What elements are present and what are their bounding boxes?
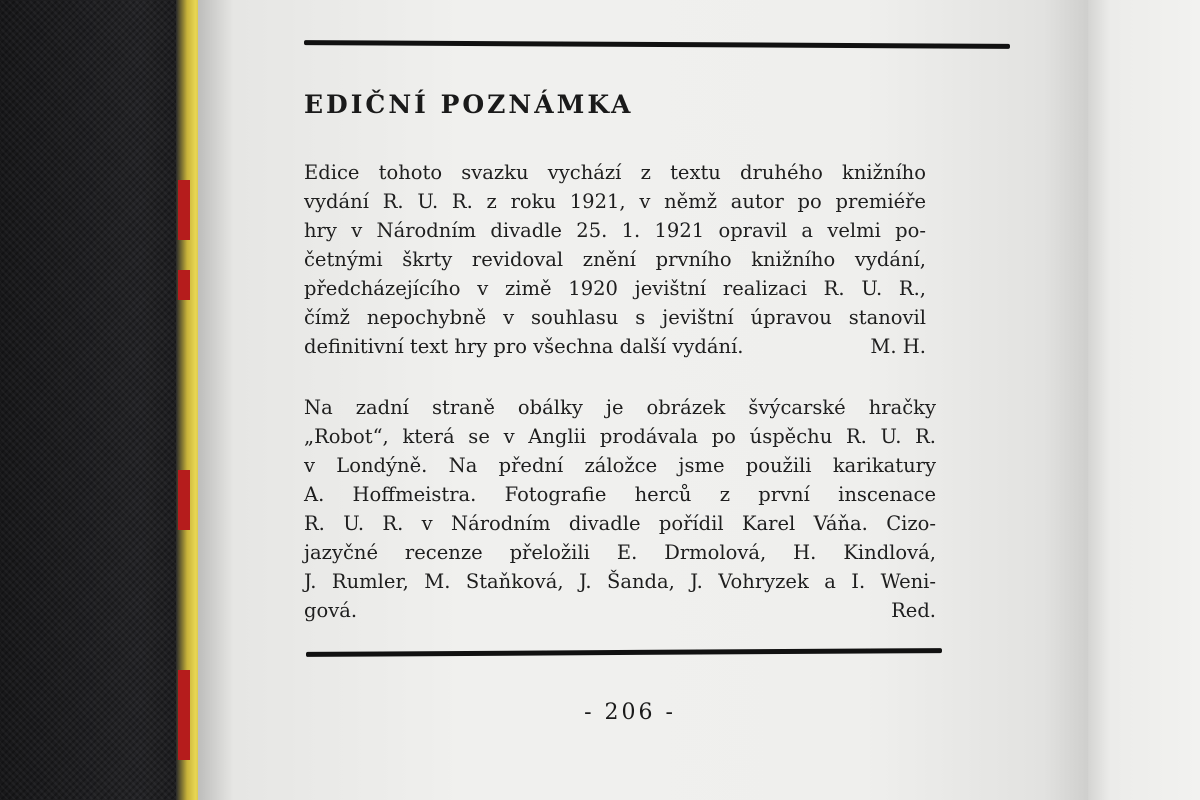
next-page-edge (1088, 0, 1200, 800)
text-line: Edice tohoto svazku vychází z textu druhého knižního (304, 161, 926, 184)
page-number: - 206 - (584, 700, 676, 725)
page-heading: EDIČNÍ POZNÁMKA (304, 90, 634, 119)
text-line: A. Hoffmeistra. Fotografie herců z první inscenace (304, 483, 936, 506)
book-cover-cloth (0, 0, 200, 800)
text-line: četnými škrty revidoval znění prvního knižního vydání, (304, 248, 926, 271)
text-line: J. Rumler, M. Staňková, J. Šanda, J. Vohryzek a I. Weni- (304, 570, 936, 593)
text-line: gová. (304, 599, 358, 622)
signature: Red. (891, 599, 936, 622)
text-line: čímž nepochybně v souhlasu s jevištní úpravou stanovil (304, 306, 926, 329)
text-line: R. U. R. v Národním divadle pořídil Karel Váňa. Cizo- (304, 512, 936, 535)
text-line: vydání R. U. R. z roku 1921, v němž autor po premiéře (304, 190, 926, 213)
text-line: předcházejícího v zimě 1920 jevištní realizaci R. U. R., (304, 277, 926, 300)
text-line-last (304, 596, 936, 625)
text-line: jazyčné recenze přeložili E. Drmolová, H. Kindlová, (304, 541, 936, 564)
text-line: v Londýně. Na přední záložce jsme použili karikatury (304, 454, 936, 477)
text-line: hry v Národním divadle 25. 1. 1921 opravil a velmi po- (304, 219, 926, 242)
text-line: Na zadní straně obálky je obrázek švýcarské hračky (304, 396, 936, 419)
editorial-note-paragraph (304, 158, 926, 361)
text-line-last (304, 332, 926, 361)
signature: M. H. (870, 335, 926, 358)
cover-note-paragraph (304, 393, 936, 625)
text-line: „Robot“, která se v Anglii prodávala po úspěchu R. U. R. (304, 425, 936, 448)
text-line: definitivní text hry pro všechna další vydání. (304, 335, 744, 358)
